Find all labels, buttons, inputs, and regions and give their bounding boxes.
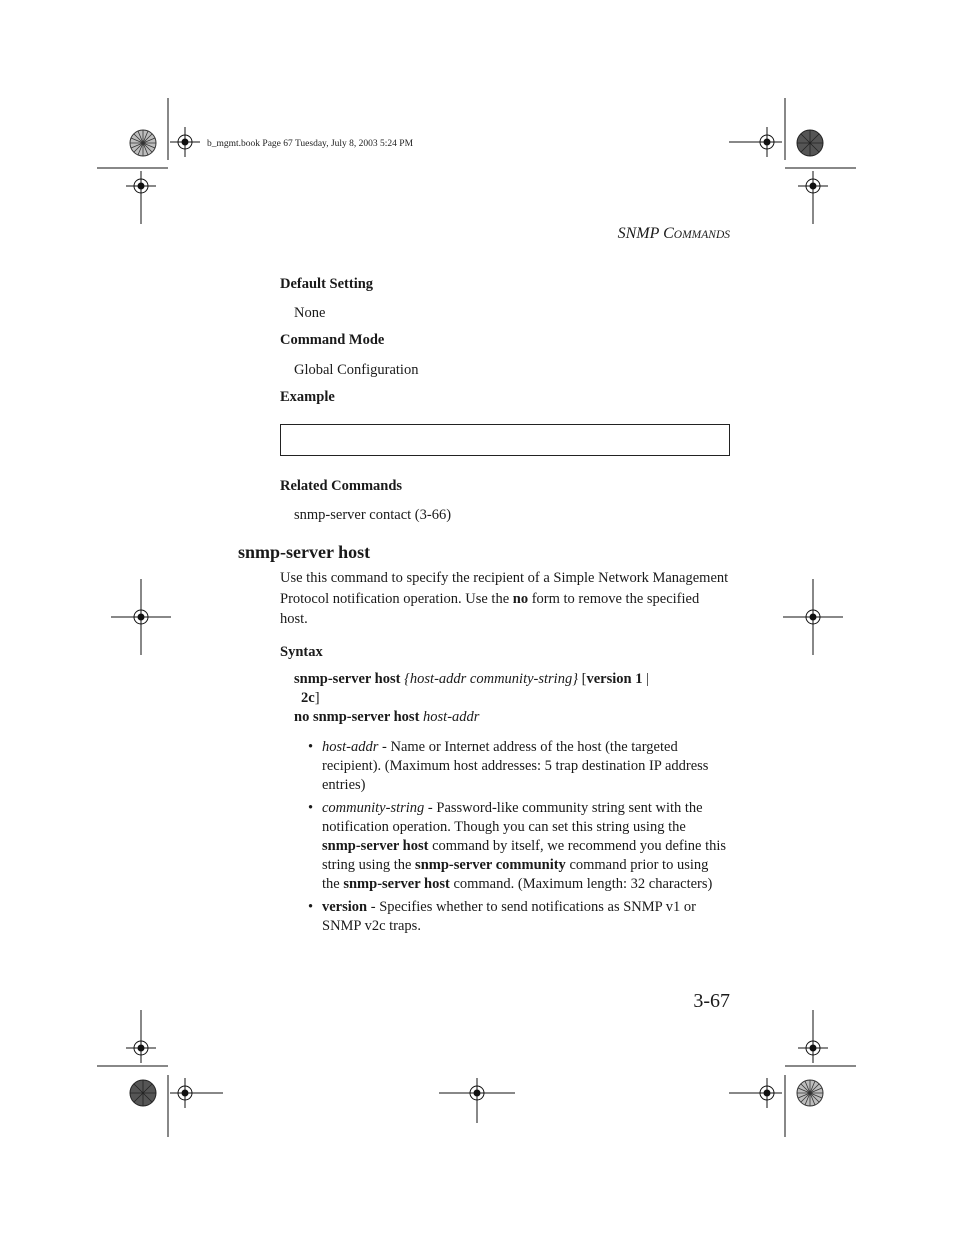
example-box xyxy=(280,424,730,456)
syntax-no-command: no snmp-server host xyxy=(294,709,420,725)
param-description: - Specifies whether to send notifications as SNMP v1 or SNMP v2c traps. xyxy=(322,899,696,934)
list-item xyxy=(308,898,728,936)
param-description: - Password-like community string sent with the notification operation. Though you can set this string using the xyxy=(322,800,703,835)
syntax-line-2 xyxy=(294,709,479,726)
bullet-icon: • xyxy=(308,800,314,816)
syntax-heading: Syntax xyxy=(280,644,323,660)
default-setting-value: None xyxy=(294,305,326,321)
parameter-list xyxy=(308,738,728,940)
syntax-option-separator: | xyxy=(642,671,649,687)
list-item xyxy=(308,799,728,894)
syntax-line-1-cont xyxy=(301,690,320,707)
syntax-no-arg: host-addr xyxy=(423,709,480,725)
syntax-option-value: 2c xyxy=(301,690,315,706)
bullet-icon: • xyxy=(308,899,314,915)
param-keyword: snmp-server host xyxy=(322,838,429,854)
default-setting-heading: Default Setting xyxy=(280,276,374,292)
syntax-option-version: version 1 xyxy=(586,671,643,687)
intro-keyword: no xyxy=(512,590,529,607)
related-commands-value: snmp-server contact (3-66) xyxy=(294,507,452,523)
section-intro xyxy=(280,568,730,630)
param-description: - Name or Internet address of the host (the targeted recipient). (Maximum host addresses: 5 trap destination IP address entries) xyxy=(322,739,709,793)
section-title: snmp-server host xyxy=(238,542,371,562)
syntax-line-1 xyxy=(294,671,649,688)
intro-text-1: Use this command to specify the recipient of a Simple Network Management Protocol notification operation. Use the xyxy=(280,570,729,607)
syntax-command: snmp-server host xyxy=(294,671,401,687)
param-term: community-string xyxy=(322,800,425,816)
param-description: command prior to using the xyxy=(322,857,709,892)
page-number: 3-67 xyxy=(693,990,730,1012)
syntax-option-open: [ xyxy=(581,671,587,687)
command-mode-value: Global Configuration xyxy=(294,362,419,378)
print-slug: b_mgmt.book Page 67 Tuesday, July 8, 2003 5:24 PM xyxy=(207,139,414,149)
syntax-args: {host-addr community-string} xyxy=(404,671,579,687)
running-head-lead: SNMP C xyxy=(617,225,674,242)
syntax-option-close: ] xyxy=(314,690,320,706)
related-commands-heading: Related Commands xyxy=(280,478,403,494)
param-term: host-addr xyxy=(322,739,379,755)
running-head xyxy=(618,225,730,243)
bullet-icon: • xyxy=(308,739,314,755)
param-keyword: snmp-server community xyxy=(415,857,566,873)
intro-text-2: form to remove the specified host. xyxy=(280,590,700,627)
running-head-smallcaps: OMMANDS xyxy=(673,229,730,241)
param-description: command. (Maximum length: 32 characters) xyxy=(449,876,713,892)
param-term: version xyxy=(322,899,368,915)
command-mode-heading: Command Mode xyxy=(280,332,385,348)
list-item xyxy=(308,738,728,795)
example-heading: Example xyxy=(280,389,335,405)
param-keyword: snmp-server host xyxy=(343,876,450,892)
param-description: command by itself, we recommend you define this string using the xyxy=(322,838,727,873)
